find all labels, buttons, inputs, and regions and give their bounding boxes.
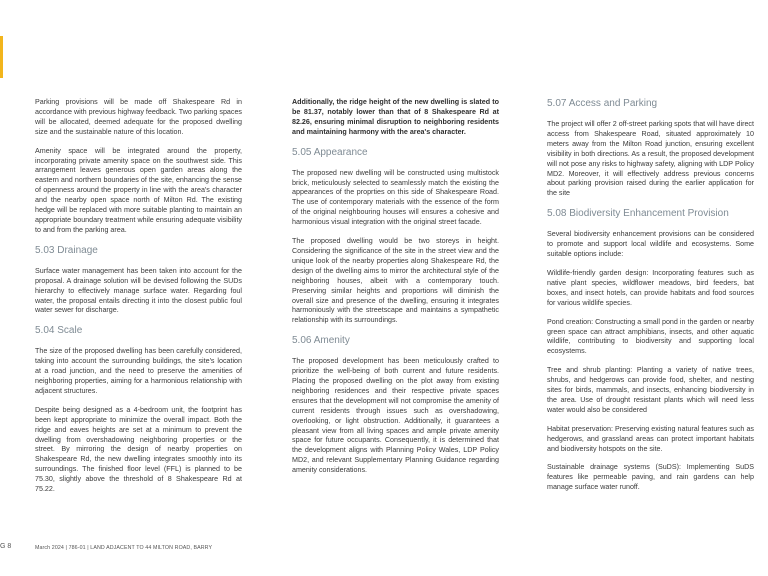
paragraph-tree-planting: Tree and shrub planting: Planting a variety of native trees, shrubs, and hedgerows can provide food, shelter, and nesting sites for birds, mammals, and insects, enhancing biodiversity in the area. Use of drought resistant plants which will need less water would also be considered	[547, 366, 754, 414]
footer-text: March 2024 | 786-01 | LAND ADJACENT TO 44 MILTON ROAD, BARRY	[35, 545, 213, 551]
paragraph-scale-1: The size of the proposed dwelling has been carefully considered, taking into account the surrounding buildings, the site's location at a road junction, and the need to preserve the amenities of neighboring properties, aiming for a harmonious relationship with adjacent structures.	[35, 347, 242, 395]
heading-amenity: 5.06 Amenity	[292, 335, 350, 347]
paragraph-suds: Sustainable drainage systems (SuDS): Implementing SuDS features like permeable paving, and rain gardens can help manage surface water runoff.	[547, 463, 754, 492]
heading-biodiversity: 5.08 Biodiversity Enhancement Provision	[547, 208, 729, 220]
column-3	[547, 98, 754, 502]
accent-bar	[0, 36, 3, 78]
heading-access-parking: 5.07 Access and Parking	[547, 98, 658, 109]
heading-appearance: 5.05 Appearance	[292, 146, 368, 158]
paragraph-appearance-1: The proposed new dwelling will be constructed using multistock brick, meticulously selected to seamlessly match the existing the appearances of the proprties on this side of Shakespeare Road. The use of contemporary materials with the essence of the form of the original neighbouring houses will ensures a cohesive and harmonious visual integration with the original street facade.	[292, 168, 499, 227]
paragraph-biodiversity-intro: Several biodiversity enhancement provisions can be considered to promote and support local wildlife and ecosystems. Some suitable options include:	[547, 230, 754, 259]
paragraph-ridge-height: Additionally, the ridge height of the new dwelling is slated to be 81.37, notably lower than that of 8 Shakespeare Rd at 82.26, ensuring minimal disruption to neighboring residents and maintaining harmony with the area's character.	[292, 98, 499, 136]
column-1	[35, 98, 242, 504]
paragraph-pond-creation: Pond creation: Constructing a small pond in the garden or nearby green space can attract amphibians, insects, and other aquatic wildlife, contributing to biodiversity and supporting local ecosystems.	[547, 317, 754, 356]
heading-scale: 5.04 Scale	[35, 325, 83, 337]
paragraph-garden-design: Wildlife-friendly garden design: Incorporating features such as native plant species, wildflower meadows, bird feeders, bat boxes, and insect hotels, can provide habitats and food sources for various wildlife species.	[547, 268, 754, 307]
page-number: G 8	[0, 543, 12, 550]
column-2	[292, 98, 499, 485]
paragraph-scale-2: Despite being designed as a 4-bedroom unit, the footprint has been kept appropriate to minimize the overall impact. Both the ridge and eaves heights are set at a minimum to prevent the dwelling from overshadowing neighboring properties or the street. By mirroring the design of nearby properties on Shakespeare Rd, the new dwelling integrates smoothly into its surroundings. The finished floor level (FFL) is planned to be 75.30, slightly above the threshold of 8 Shakespeare Rd at 75.22.	[35, 405, 242, 494]
paragraph-access-parking: The project will offer 2 off-street parking spots that will have direct access from Shakespeare Road, situated approximately 10 meters away from the Milton Road junction, ensuring excellent visibility in both directions. As a result, the proposed development will not pose any risks to highway safety, aligning with LDP Policy MD2. Moreover, it will effectively address previous concerns about parking provision raised during the earlier application for the site	[547, 120, 754, 198]
paragraph-parking-provisions: Parking provisions will be made off Shakespeare Rd in accordance with previous highway feedback. Two parking spaces will be allocated, deemed adequate for the proposed dwelling size and the sustainable nature of this location.	[35, 98, 242, 136]
paragraph-amenity-space: Amenity space will be integrated around the property, incorporating private amenity space on the southwest side. This arrangement leaves generous open garden areas along the eastern and northern boundaries of the site, enhancing the sense of openness around the property in line with the area's character and the nearby open space north of Milton Rd. The existing hedge will be replaced with more suitable planting to maintain an appropriate boundary treatment while ensuring adequate visibility to and from the parking area.	[35, 146, 242, 234]
paragraph-appearance-2: The proposed dwelling would be two storeys in height. Considering the significance of the site in the street view and the unique look of the nearby properties along Shakespeare Rd, the design of the dwelling aims to mirror the architectural style of the neighboring houses, albeit with a contemporary touch. Preserving similar heights and proportions will diminish the overall size and presence of the dwelling, ensuring it integrates harmoniously with the streetscape and maintains a sympathetic relationship with its surroundings.	[292, 237, 499, 325]
paragraph-amenity: The proposed development has been meticulously crafted to prioritize the well-being of both current and future residents. Placing the proposed dwelling on the plot away from existing neighboring residences and their respective private spaces ensures that the development will not compromise the amenity of current residents through issues such as overshadowing, overlooking, or light obstruction. Additionally, it guarantees a pleasant view from all living spaces and ample private amenity space for future occupants. Consequently, it is determined that the development aligns with Planning Policy Wales, LDP Policy MD2, and relevant Supplementary Planning Guidance regarding amenity considerations.	[292, 357, 499, 475]
paragraph-drainage: Surface water management has been taken into account for the proposal. A drainage solution will be devised following the SUDs hierarchy to effectively manage surface water. Regarding foul water, the proposal entails directing it into the closest public foul water sewer for discharge.	[35, 266, 242, 315]
paragraph-habitat-preservation: Habitat preservation: Preserving existing natural features such as hedgerows, and grassland areas can protect important habitats and biodiversity hotspots on the site.	[547, 424, 754, 453]
heading-drainage: 5.03 Drainage	[35, 244, 98, 256]
